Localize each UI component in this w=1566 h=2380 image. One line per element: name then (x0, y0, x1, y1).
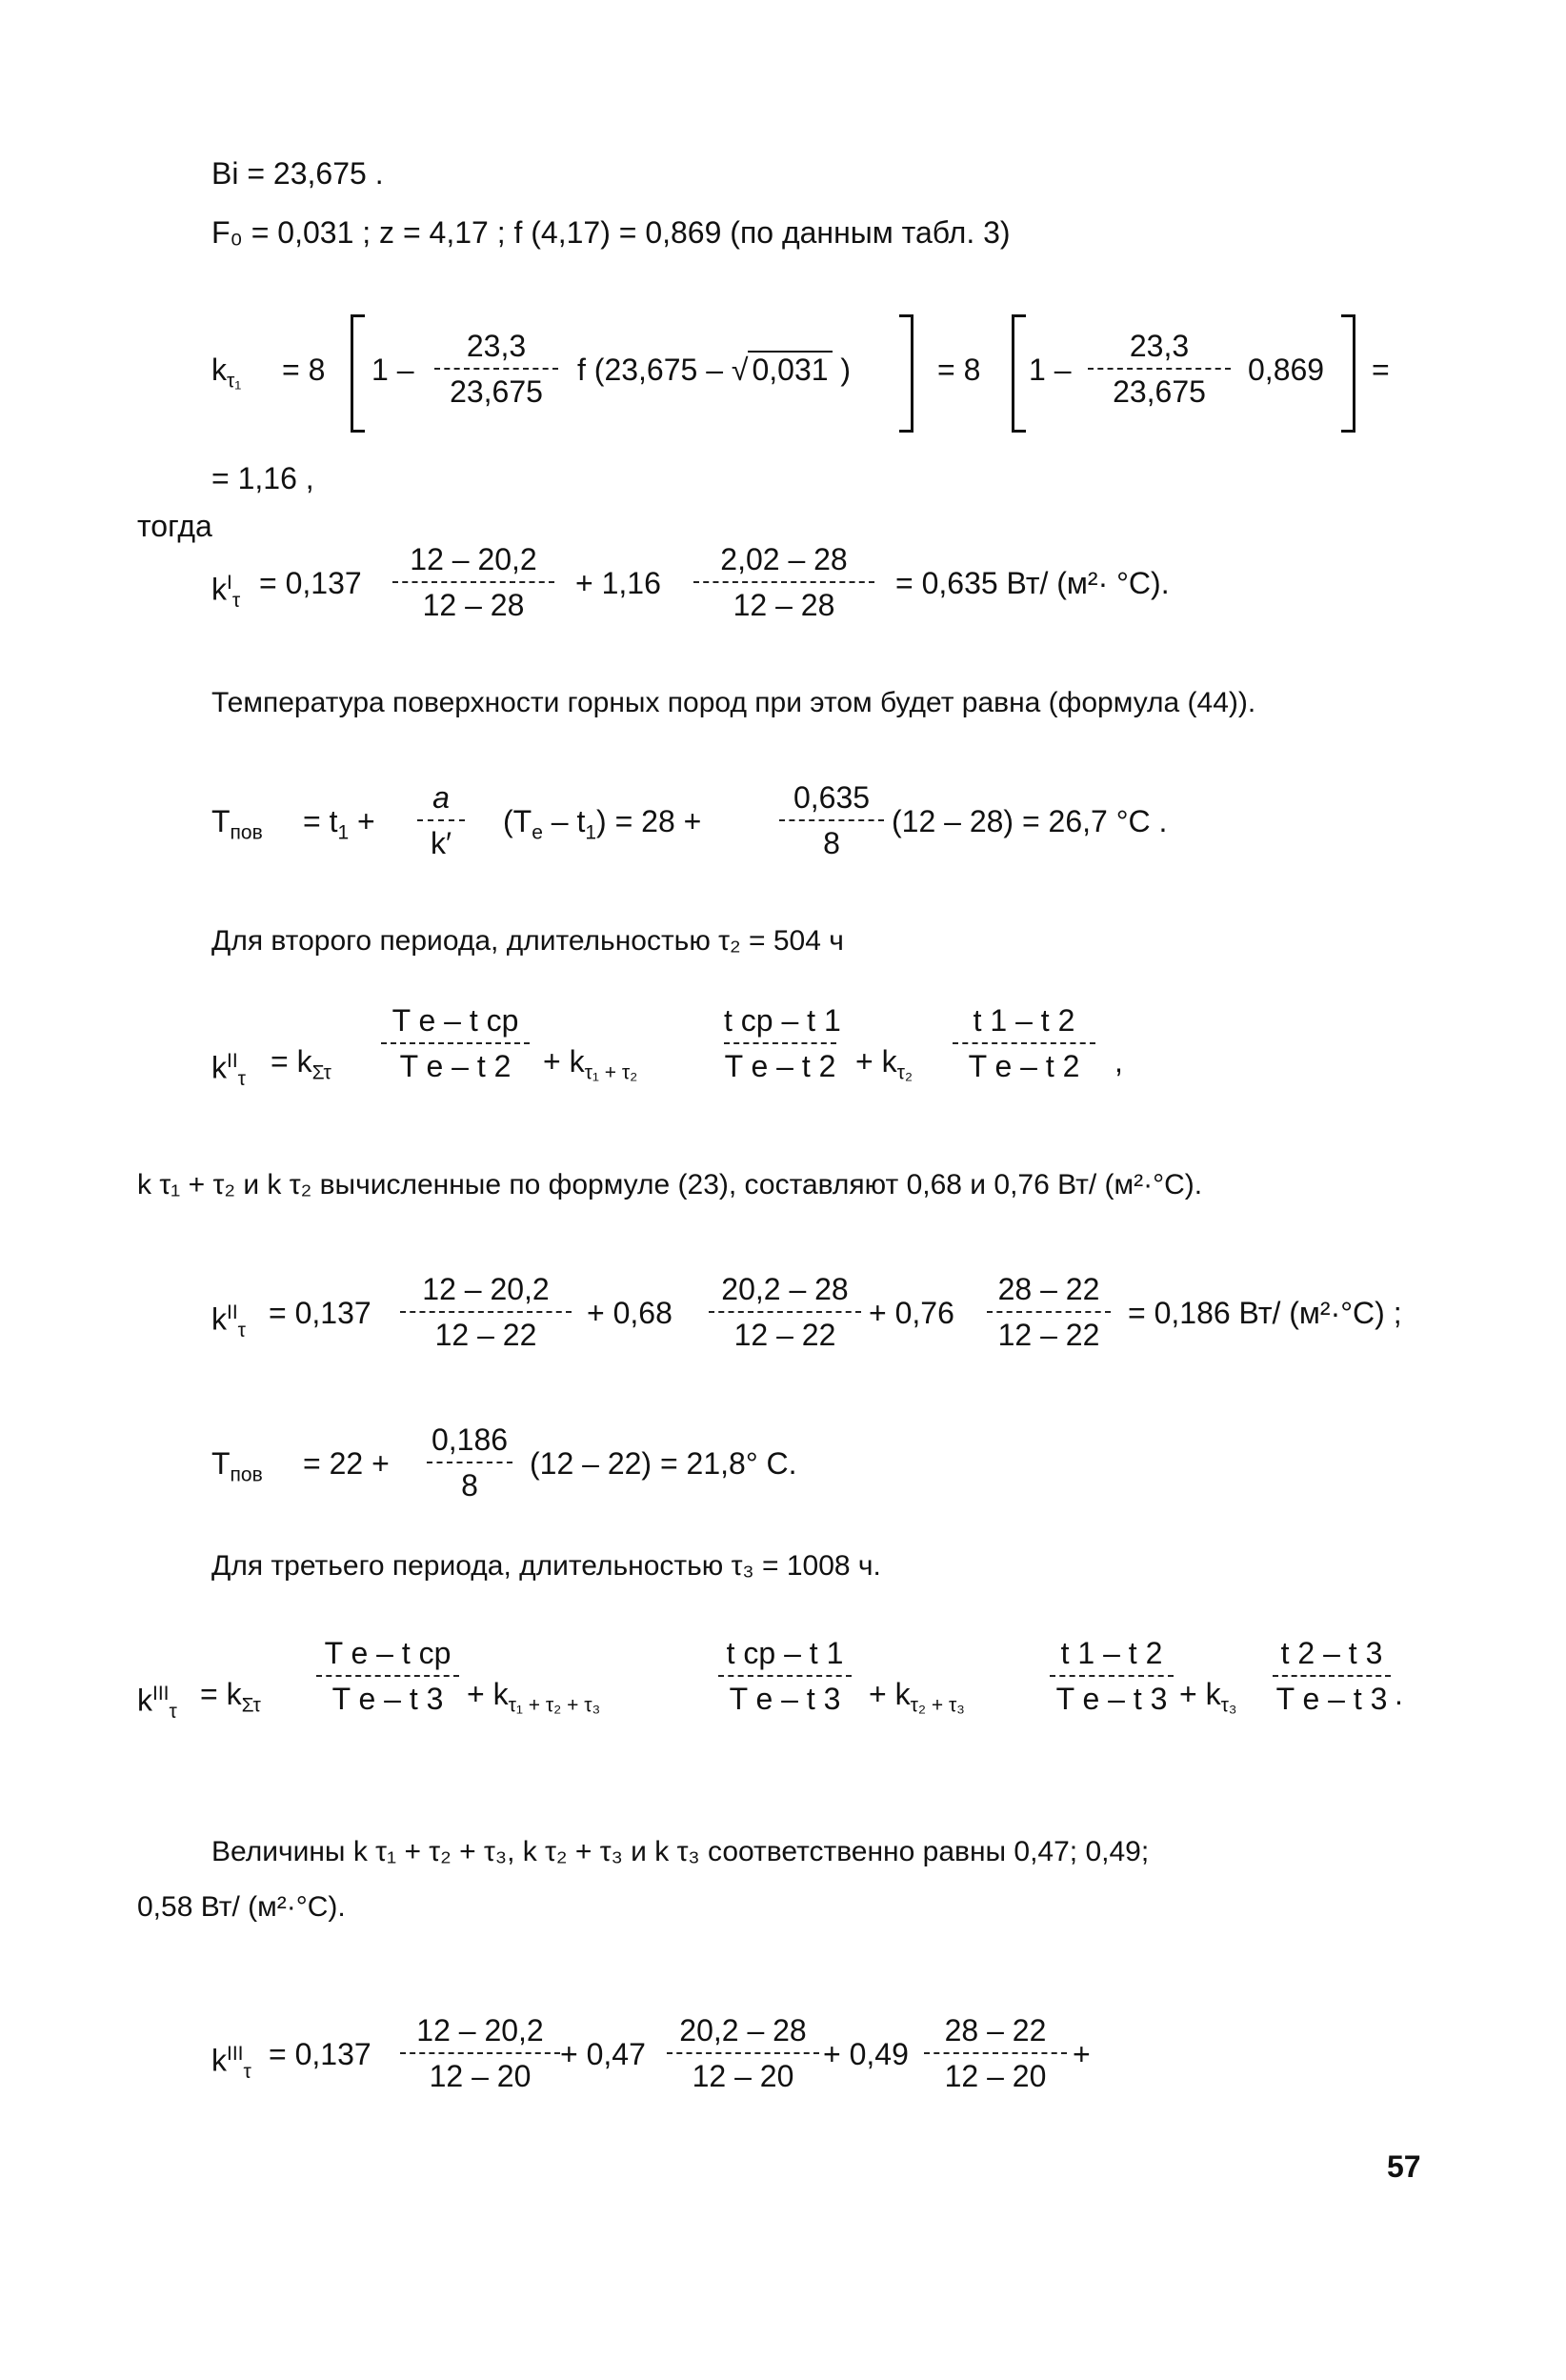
fraction: 0,635 8 (779, 779, 884, 861)
kt1-eq2: = 8 (937, 353, 981, 387)
fraction: 12 – 20,2 12 – 20 (400, 2012, 560, 2094)
kt1-result: = 1,16 , (211, 461, 314, 495)
k3-eq: = 0,137 (269, 2037, 371, 2071)
fraction: t 1 – t 2 T e – t 2 (953, 1002, 1095, 1084)
k3-plus2: + 0,49 (823, 2037, 909, 2071)
k2-note: k τ₁ + τ₂ и k τ₂ вычисленные по формуле (23), составляют 0,68 и 0,76 Вт/ (м²·°С). (137, 1169, 1203, 1200)
k3gen-end: . (1395, 1677, 1403, 1711)
fraction: t 2 – t 3 T e – t 3 (1273, 1635, 1391, 1717)
k1-eq: = 0,137 (259, 566, 362, 600)
k2gen-end: , (1114, 1044, 1123, 1079)
fraction: T e – t cp T e – t 3 (316, 1635, 459, 1717)
left-bracket (1012, 314, 1026, 433)
fraction: t 1 – t 2 T e – t 3 (1050, 1635, 1174, 1717)
fraction: 23,3 23,675 (434, 328, 558, 410)
temp-text: Температура поверхности горных пород при этом будет равна (формула (44)). (211, 687, 1256, 718)
fraction: 12 – 20,2 12 – 22 (400, 1271, 572, 1353)
left-bracket (351, 314, 365, 433)
k3gen-plus3: + $k_{\tau_3}$ (1179, 1677, 1237, 1717)
fraction: 2,02 – 28 12 – 28 (693, 541, 874, 623)
period3-text: Для третьего периода, длительностью τ₃ = 1008 ч. (211, 1550, 881, 1582)
k1-result: = 0,635 Вт/ (м²· °С). (895, 566, 1170, 600)
k3-note-1: Величины k τ₁ + τ₂ + τ₃, k τ₂ + τ₃ и k τ₃ соответственно равны 0,47; 0,49; (211, 1836, 1150, 1867)
tpov2-result: (12 – 22) = 21,8° С. (530, 1446, 797, 1481)
bi-line: Bi = 23,675 . (211, 156, 384, 191)
tpov2-lhs: $T_{пов}$ (211, 1446, 263, 1486)
fraction: 23,3 23,675 (1088, 328, 1231, 410)
kt1-eq3: = (1372, 353, 1390, 387)
tpov1-mid: $(T_e - t_1) = 28$ + (503, 804, 702, 844)
tpov2-eq: = 22 + (303, 1446, 390, 1481)
k1-plus: + 1,16 (575, 566, 661, 600)
k3gen-plus2: + $k_{\tau_2 + \tau_3}$ (869, 1677, 965, 1717)
k2-lhs: $k^{II}_\tau$ (211, 1301, 246, 1342)
kt1-val: 0,869 (1248, 353, 1325, 387)
fraction: 28 – 22 12 – 22 (987, 1271, 1111, 1353)
k2gen-lhs: $k^{II}_\tau$ (211, 1050, 246, 1091)
fraction: 12 – 20,2 12 – 28 (392, 541, 554, 623)
right-bracket (1341, 314, 1355, 433)
k2gen-plus2: + $k_{\tau_2}$ (855, 1044, 914, 1084)
kt1-f: f (23,675 – √ 0,031 ) (577, 353, 852, 387)
k2gen-plus1: + $k_{\tau_1 + \tau_2}$ (543, 1044, 638, 1084)
fraction: 0,186 8 (427, 1422, 512, 1503)
kt1-one: 1 – (371, 353, 414, 387)
fraction: T e – t cp T e – t 2 (381, 1002, 530, 1084)
togda: тогда (137, 509, 212, 543)
k3gen-plus1: + $k_{\tau_1 + \tau_2 + \tau_3}$ (467, 1677, 601, 1717)
kt1-eq: = 8 (282, 353, 326, 387)
fraction: t cp – t 1 T e – t 3 (718, 1635, 852, 1717)
k3gen-lhs: $k^{III}_\tau$ (137, 1683, 177, 1724)
tpov1-result: (12 – 28) = 26,7 °С . (892, 804, 1168, 838)
page-number: 57 (1387, 2149, 1421, 2184)
fraction: 20,2 – 28 12 – 20 (667, 2012, 819, 2094)
tpov1-eq: = $t_1$ + (303, 804, 375, 844)
fraction: t cp – t 1 T e – t 2 (724, 1003, 841, 1083)
kt1-one2: 1 – (1029, 353, 1072, 387)
k2-eq: = 0,137 (269, 1296, 371, 1330)
k3-plus1: + 0,47 (560, 2037, 646, 2071)
period2-text: Для второго периода, длительностью τ₂ = 504 ч (211, 925, 844, 957)
kt1-lhs: $k_{\tau_1}$ (211, 353, 242, 393)
right-bracket (899, 314, 914, 433)
tpov1-lhs: $T_{пов}$ (211, 804, 263, 844)
fraction: 28 – 22 12 – 20 (924, 2012, 1067, 2094)
fo-line: F₀ = 0,031 ; z = 4,17 ; f (4,17) = 0,869 (по данным табл. 3) (211, 215, 1011, 250)
k2-result: = 0,186 Вт/ (м²·°С) ; (1128, 1296, 1402, 1330)
k2gen-eq: = $k_{\Sigma\tau}$ (271, 1044, 331, 1084)
k3gen-eq: = $k_{\Sigma\tau}$ (200, 1677, 261, 1717)
k2-plus1: + 0,68 (587, 1296, 673, 1330)
k3-note-2: 0,58 Вт/ (м²·°С). (137, 1891, 346, 1923)
k3-end: + (1073, 2037, 1091, 2071)
k2-plus2: + 0,76 (869, 1296, 954, 1330)
k1-lhs: $k^I_\tau$ (211, 572, 241, 613)
fraction: 20,2 – 28 12 – 22 (709, 1271, 861, 1353)
k3-lhs: $k^{III}_\tau$ (211, 2043, 251, 2084)
fraction: a k′ (417, 779, 465, 861)
